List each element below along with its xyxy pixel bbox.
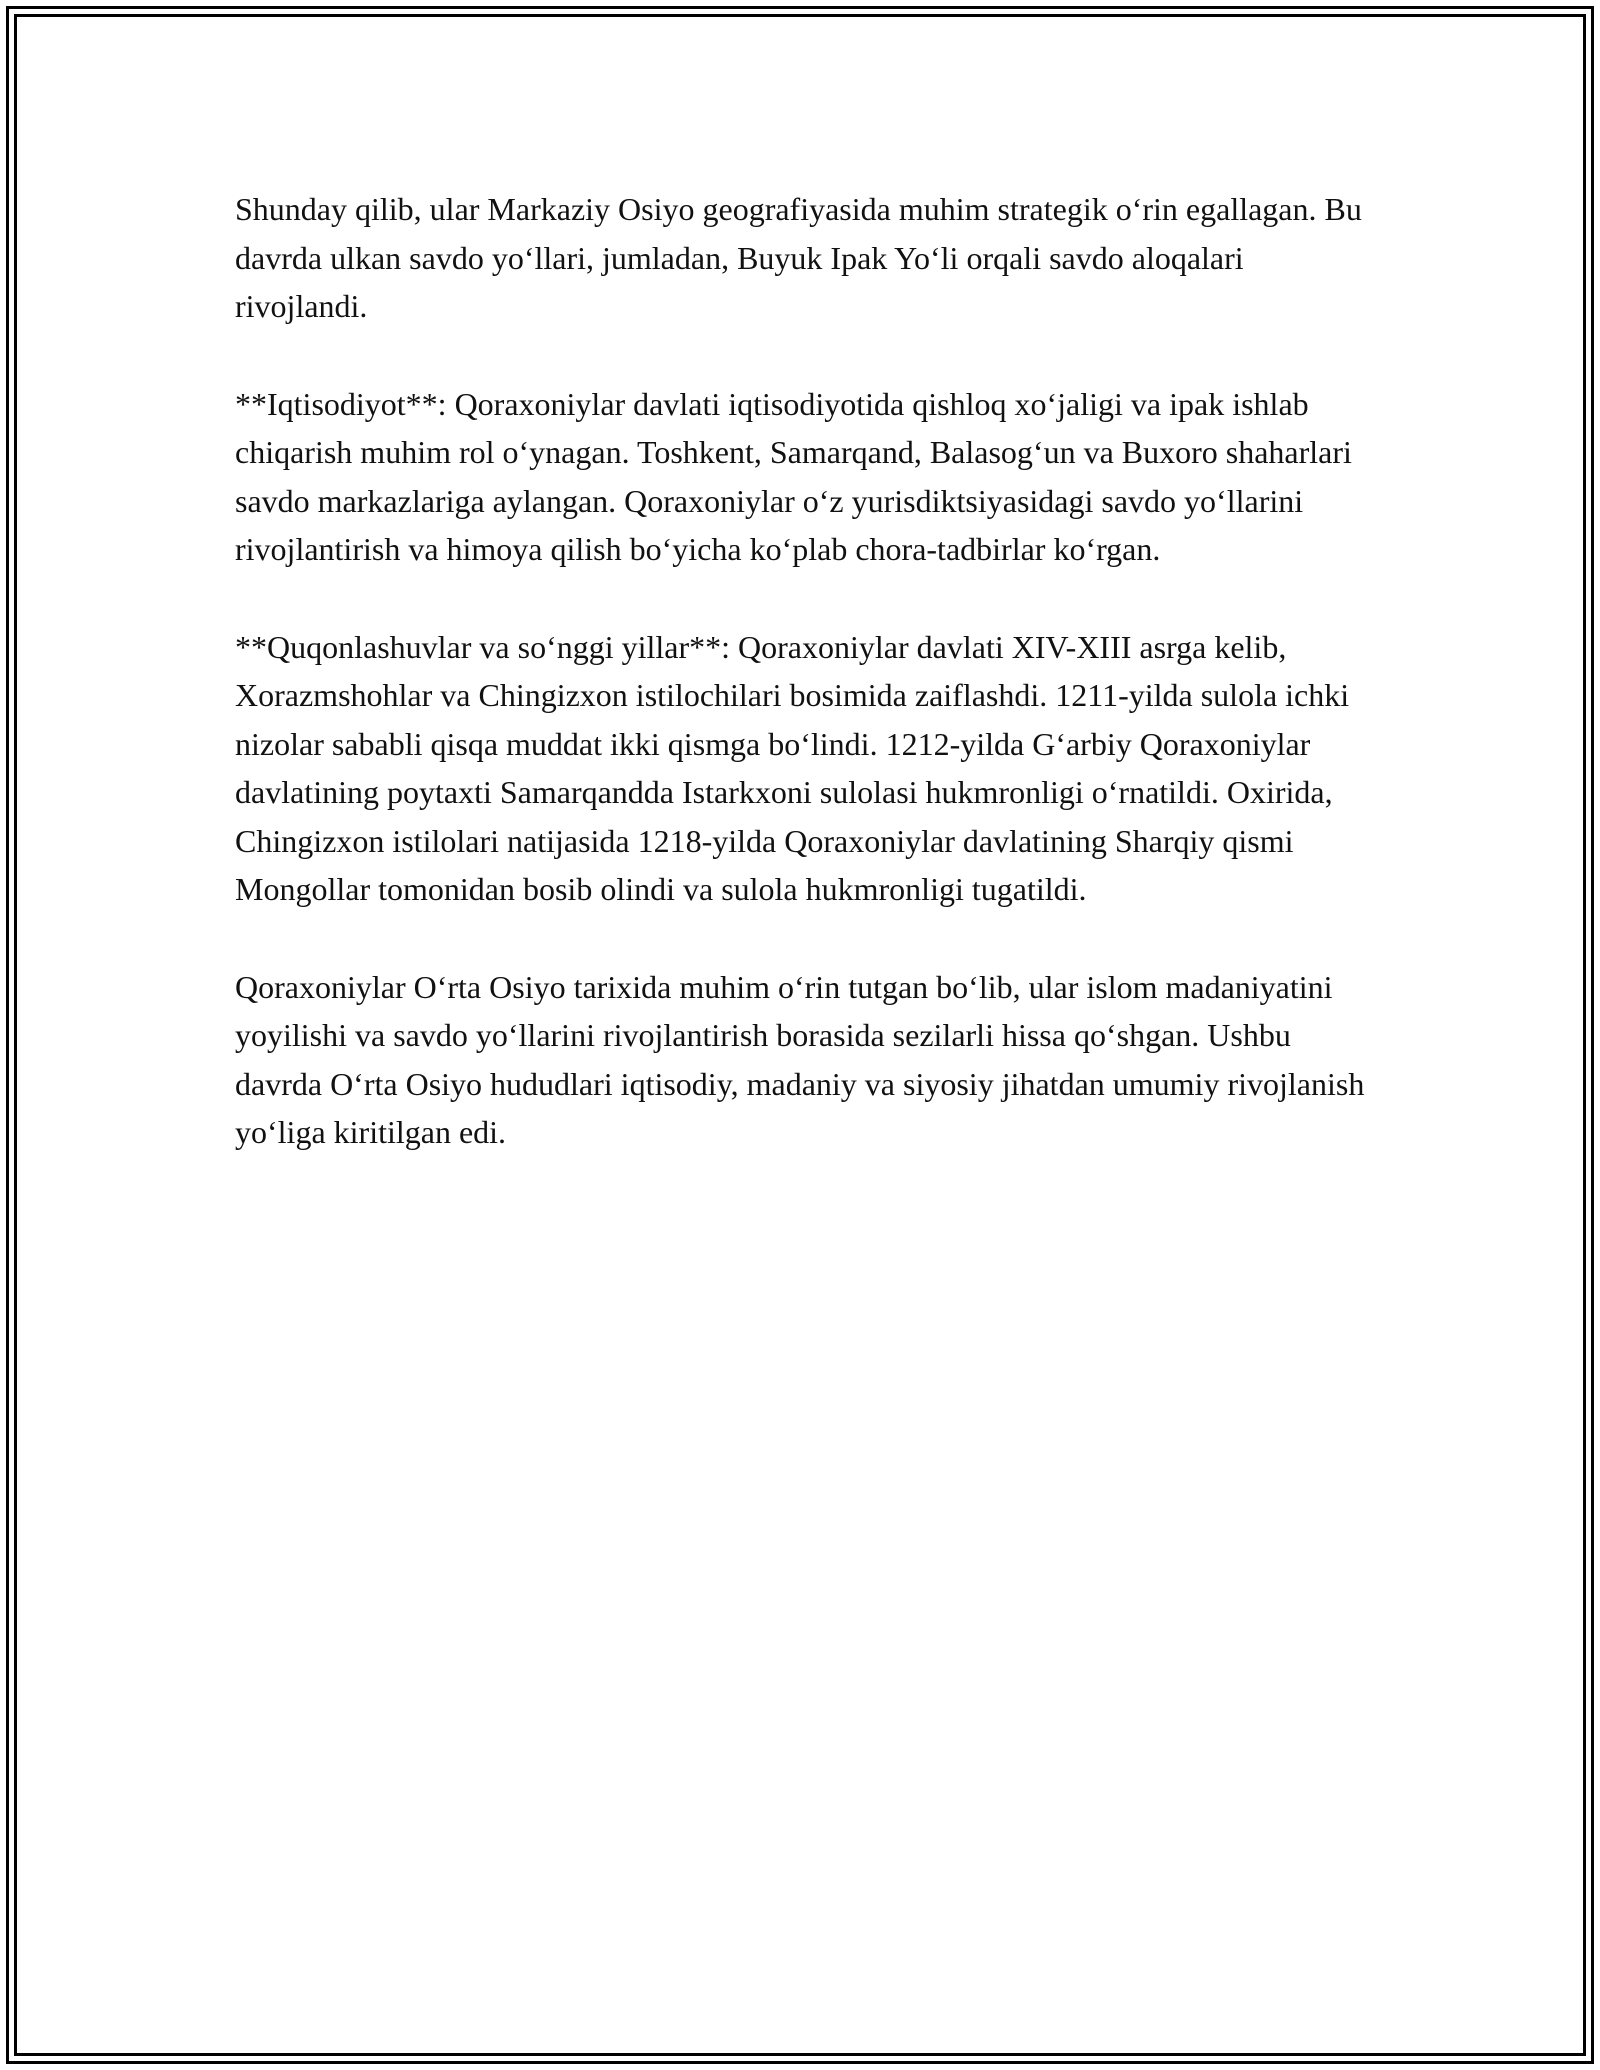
document-body xyxy=(235,185,1365,1206)
paragraph-geography: Shunday qilib, ular Markaziy Osiyo geografiyasida muhim strategik o‘rin egallagan. Bu davrda ulkan savdo yo‘llari, jumladan, Buyuk Ipak Yo‘li orqali savdo aloqalari rivojlandi. xyxy=(235,191,1362,324)
paragraph-economy: **Iqtisodiyot**: Qoraxoniylar davlati iqtisodiyotida qishloq xo‘jaligi va ipak ishlab chiqarish muhim rol o‘ynagan. Toshkent, Samarqand, Balasog‘un va Buxoro shaharlari savdo markazlariga aylangan. Qoraxoniylar o‘z yurisdiktsiyasidagi savdo yo‘llarini rivojlantirish va himoya qilish bo‘yicha ko‘plab chora-tadbirlar ko‘rgan. xyxy=(235,385,1352,567)
paragraph-conclusion: Qoraxoniylar O‘rta Osiyo tarixida muhim o‘rin tutgan bo‘lib, ular islom madaniyatini yoyilishi va savdo yo‘llarini rivojlantirish borasida sezilarli hissa qo‘shgan. Ushbu davrda O‘rta Osiyo hududlari iqtisodiy, madaniy va siyosiy jihatdan umumiy rivojlanish yo‘liga kiritilgan edi. xyxy=(235,968,1365,1150)
paragraph-decline: **Quqonlashuvlar va so‘nggi yillar**: Qoraxoniylar davlati XIV-XIII asrga kelib, Xorazmshohlar va Chingizxon istilochilari bosimida zaiflashdi. 1211-yilda sulola ichki nizolar sababli qisqa muddat ikki qismga bo‘lindi. 1212-yilda G‘arbiy Qoraxoniylar davlatining poytaxti Samarqandda Istarkxoni sulolasi hukmronligi o‘rnatildi. Oxirida, Chingizxon istilolari natijasida 1218-yilda Qoraxoniylar davlatining Sharqiy qismi Mongollar tomonidan bosib olindi va sulola hukmronligi tugatildi. xyxy=(235,628,1350,907)
